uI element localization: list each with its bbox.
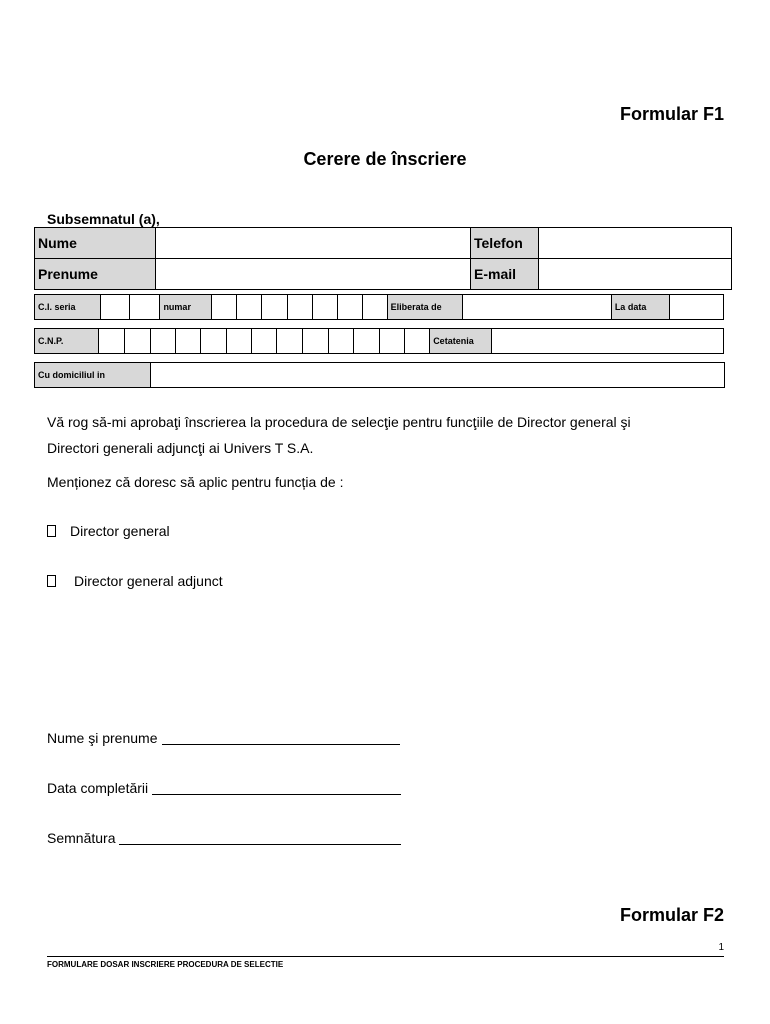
id-number-cell[interactable]: [211, 295, 236, 320]
request-text-line: Directori generali adjuncţi ai Univers T S.A.: [47, 440, 314, 456]
id-number-label: numar: [160, 295, 211, 320]
table-row: [35, 259, 732, 290]
signature-name-field[interactable]: [162, 744, 400, 745]
address-table: [34, 362, 725, 388]
id-card-table: [34, 294, 724, 320]
signature-date-field[interactable]: [152, 794, 401, 795]
id-number-cell[interactable]: [236, 295, 262, 320]
cnp-cell[interactable]: [175, 329, 200, 354]
issued-by-label: Eliberata de: [387, 295, 462, 320]
id-number-cell[interactable]: [287, 295, 312, 320]
cnp-cell[interactable]: [252, 329, 277, 354]
signature-name-row: [47, 730, 400, 746]
personal-table: [34, 227, 732, 290]
footer-divider: [47, 956, 724, 957]
citizenship-label: Cetatenia: [430, 329, 491, 354]
cnp-table: [34, 328, 724, 354]
option-director-general-adjunct[interactable]: [47, 573, 223, 589]
footer-text: FORMULARE DOSAR INSCRIERE PROCEDURA DE SELECTIE: [47, 960, 284, 969]
checkbox-icon[interactable]: [47, 525, 56, 537]
signature-sign-label: Semnătura: [47, 830, 116, 846]
option-label: Director general adjunct: [74, 573, 223, 589]
issued-by-field[interactable]: [462, 295, 611, 320]
signature-sign-row: [47, 830, 401, 846]
table-row: [35, 295, 724, 320]
cnp-cell[interactable]: [227, 329, 252, 354]
issue-date-label: La data: [611, 295, 670, 320]
option-label: Director general: [70, 523, 170, 539]
signature-date-label: Data completării: [47, 780, 149, 796]
signature-name-label: Nume şi prenume: [47, 730, 158, 746]
surname-field[interactable]: [156, 259, 471, 290]
id-number-cell[interactable]: [338, 295, 363, 320]
table-row: [35, 329, 724, 354]
cnp-cell[interactable]: [124, 329, 150, 354]
id-number-cell[interactable]: [262, 295, 288, 320]
cnp-cell[interactable]: [150, 329, 175, 354]
id-number-cell[interactable]: [312, 295, 338, 320]
cnp-cell[interactable]: [328, 329, 353, 354]
id-number-cell[interactable]: [362, 295, 387, 320]
cnp-cell[interactable]: [405, 329, 430, 354]
cnp-cell[interactable]: [379, 329, 404, 354]
citizenship-field[interactable]: [491, 329, 723, 354]
name-field[interactable]: [156, 228, 471, 259]
form-code: Formular F1: [619, 104, 724, 124]
page-title: Cerere de înscriere: [303, 149, 467, 169]
next-form-code: Formular F2: [619, 905, 724, 925]
email-label: E-mail: [471, 259, 539, 290]
signature-date-row: [47, 780, 401, 796]
issue-date-field[interactable]: [670, 295, 724, 320]
request-paragraph: [47, 409, 724, 461]
id-series-label: C.I. seria: [35, 295, 101, 320]
cnp-cell[interactable]: [303, 329, 328, 354]
id-series-cell[interactable]: [129, 295, 160, 320]
cnp-cell[interactable]: [99, 329, 124, 354]
table-row: [35, 228, 732, 259]
name-label: Nume: [35, 228, 156, 259]
cnp-label: C.N.P.: [35, 329, 99, 354]
request-text-line: Vă rog să-mi aprobaţi înscrierea la procedura de selecţie pentru funcţiile de Director general şi: [47, 414, 631, 430]
address-label: Cu domiciliul in: [35, 363, 151, 388]
email-field[interactable]: [539, 259, 732, 290]
checkbox-icon[interactable]: [47, 575, 56, 587]
cnp-cell[interactable]: [277, 329, 303, 354]
address-field[interactable]: [151, 363, 725, 388]
cnp-cell[interactable]: [353, 329, 379, 354]
option-director-general[interactable]: [47, 523, 170, 539]
page-number: 1: [718, 942, 724, 953]
surname-label: Prenume: [35, 259, 156, 290]
mention-text: Menționez că doresc să aplic pentru funcția de :: [47, 474, 344, 490]
phone-field[interactable]: [539, 228, 732, 259]
id-series-cell[interactable]: [100, 295, 129, 320]
intro-label: Subsemnatul (a),: [47, 211, 160, 227]
signature-sign-field[interactable]: [119, 844, 401, 845]
phone-label: Telefon: [471, 228, 539, 259]
cnp-cell[interactable]: [200, 329, 226, 354]
table-row: [35, 363, 725, 388]
